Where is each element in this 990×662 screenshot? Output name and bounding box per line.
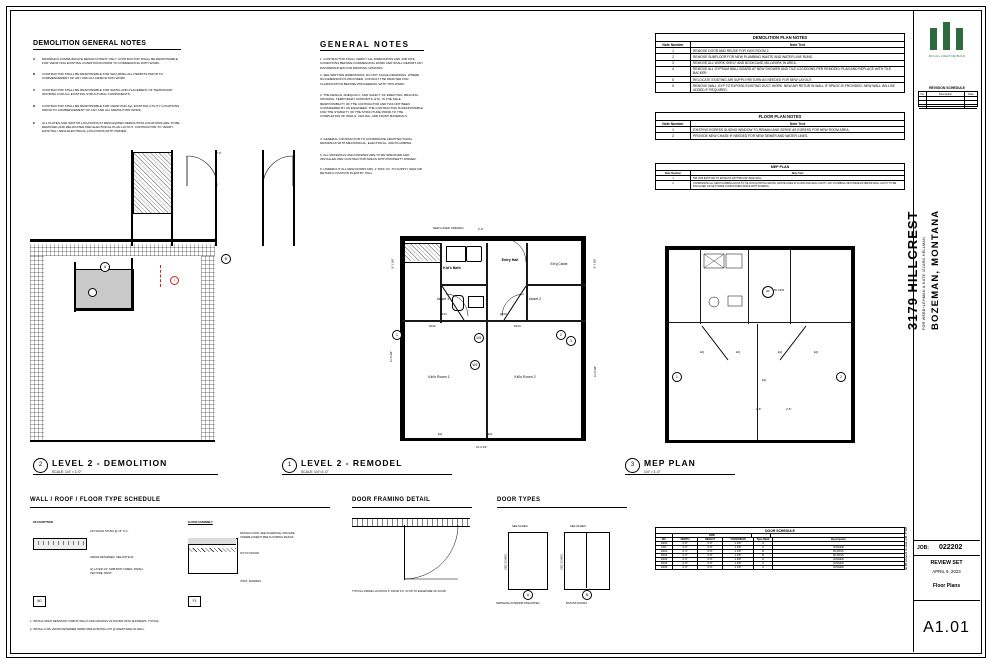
demolition-note xyxy=(33,88,185,96)
mep-angled-walls xyxy=(700,324,810,364)
wall-schedule-general-note: 2. INSTALL 6 MIL VAPOR RETARDER WARM SIDE EXISTING GYP @ WARM SIDE OF WALL. xyxy=(30,628,145,631)
table-row: D103 2'-0" 6'-8" 1 1/8" B BI-PASS xyxy=(656,554,904,558)
general-note: 1. CONTRACTOR SHALL VERIFY ALL DIMENSIONS AND JOB SITE CONDITIONS BEFORE COMMENCING WORK AND SHALL REPORT ANY DISCREPANCIES FOR DRAWING UPDATES. xyxy=(320,57,423,70)
table-row xyxy=(656,67,904,77)
cell-number: 4 xyxy=(656,67,691,76)
demo-upper-wall xyxy=(262,150,264,246)
demo-door-swing xyxy=(260,155,294,189)
demo-note-tag: 1 xyxy=(170,276,179,285)
mep-note-tag: 1 xyxy=(672,372,682,382)
cell-text: REMOVE SUBFLOOR FOR NEW PLUMBING WASTE AND WATER LINE RUNS. xyxy=(693,54,814,59)
room-label: Ext'g Closet xyxy=(550,262,568,266)
note-text: ALL PLATES AND SWITCH LOCATIONS AT DESIGNATED DEMOLITION LOCATIONS ARE TO BE REMOVED AND RELOCATED PER ELECTRICAL PLAN LAYOUT. CONTRACTOR TO VERIFY EXISTING / NEW ELECTRICAL LOCATIONS WITH OWNER. xyxy=(42,121,180,134)
demo-wall-left xyxy=(30,256,44,441)
door-schedule-table xyxy=(655,527,905,570)
cell-text: PROVIDE NEW CHASE IF NEEDED FOR NEW SEWER AND WATER LINES. xyxy=(693,133,809,138)
demolition-note xyxy=(33,72,185,80)
detail-tag: 1 xyxy=(392,330,402,340)
note-letter: B xyxy=(33,72,36,76)
project-title: 3179 HILLCREST xyxy=(905,210,920,330)
header-note-text: Note Text xyxy=(789,42,806,47)
door-schedule-title: DOOR SCHEDULE xyxy=(656,528,904,534)
shower-fixture xyxy=(466,246,482,262)
detail-tag: 3 xyxy=(566,336,576,346)
remodel-partition xyxy=(526,284,586,286)
general-note: 2. SEE WRITTEN DIMENSIONS. DO NOT SCALE DRAWINGS. WHERE NO DIMENSION IS PROVIDED, CONSULT THE DRAFTER FOR CLARIFICATION BEFORE PROCEEDING WITH THIS WORK. xyxy=(320,73,420,86)
floor-plan-notes-table xyxy=(655,112,905,140)
group-blank xyxy=(771,534,904,537)
header-note-number: Note Number xyxy=(656,121,691,126)
header-date: Date xyxy=(968,92,974,96)
remodel-partition xyxy=(486,322,488,438)
table-row: D105 2'-8" 6'-8" 1 3/8" A HINGED xyxy=(656,562,904,566)
door-type-a-side-dim: SEE SCHED. xyxy=(504,553,508,570)
demo-partition xyxy=(74,262,76,312)
project-owner: FOR WEBB+LEHMAN & KATE IZZARD-HELLMAN xyxy=(922,236,926,330)
note-letter: C xyxy=(33,88,36,92)
floor-finish-layer xyxy=(188,538,236,545)
company-logo xyxy=(918,22,976,58)
remodel-hatch-outline xyxy=(402,243,442,263)
header-height: HEIGHT xyxy=(698,538,723,541)
wall-type-tag: W2 xyxy=(470,360,480,370)
header-no: NO. xyxy=(656,538,673,541)
demo-partition xyxy=(131,258,133,310)
partition-label: 2X4 PARTITION xyxy=(33,521,53,524)
general-note: 5. ALL MATERIALS AND FINISHES ARE TO BE SPECIFIED AND INSTALLED PER CONTRACTOR SPECS WITH PROPERTY OWNER. xyxy=(320,153,417,162)
cell-text: REMOVE ALL WORK SHELF AND BOOKCASE MILLWORK IN AREA. xyxy=(693,61,797,66)
cell-number: 2 xyxy=(656,181,691,188)
group-blank xyxy=(752,534,771,537)
issue-set: REVIEW SET xyxy=(930,560,963,566)
general-note: 6. UNDERCUT ALL NEW DOORS MIN. 1" DIFF V.F. TO SUPPLY NEW AIR RETURN LOCATION IN ENTRY HALL. xyxy=(320,167,422,176)
door-type-b-mark: B xyxy=(582,590,592,600)
cell-text: 50B CFM BATH FAN TO EXHAUST AIR THROUGH SIDE WALL. xyxy=(693,176,763,180)
bathtub-fixture xyxy=(446,246,466,262)
table-row xyxy=(656,133,904,138)
plan-rule-2 xyxy=(33,474,218,475)
door-types-title: DOOR TYPES xyxy=(497,497,541,503)
exhaust-fan-symbol: EF xyxy=(762,286,774,298)
mep-note-tag: 2 xyxy=(836,372,846,382)
cell-number: 1 xyxy=(656,176,691,180)
demolition-notes-title: DEMOLITION GENERAL NOTES xyxy=(33,40,147,47)
cell-number: 2 xyxy=(656,54,691,59)
remodel-wall-right xyxy=(581,241,586,441)
floor-note: 3/4" PLYWOOD xyxy=(240,552,259,555)
note-letter: E xyxy=(33,121,36,125)
cell-text: REMOVE DOOR AND REUSE FOR KIDS ROOM 2. xyxy=(693,48,770,53)
table-row: D01 2'-6" 6'-8" 1 3/8" A HINGED xyxy=(656,546,904,550)
door-type-a-mark: A xyxy=(523,590,533,600)
cell-number: 6 xyxy=(656,83,691,92)
floor-note: FINISH FLOOR, SEE SCHEDULE, PROVIDE UNDERLAYMENT PER FLOORING MANUF. xyxy=(240,532,295,539)
door-framing-rule xyxy=(352,507,472,508)
table-row xyxy=(656,181,904,188)
remodel-wall-left xyxy=(400,241,405,441)
demo-partition xyxy=(74,308,133,310)
table-title: DEMOLITION PLAN NOTES xyxy=(656,34,904,42)
header-note-text: Note Text xyxy=(789,121,806,126)
wall-schedule-rule xyxy=(30,507,330,508)
table-row xyxy=(656,83,904,92)
mep-partition xyxy=(790,250,791,324)
demo-tag-a: A xyxy=(100,262,110,272)
plan-title-1: LEVEL 2 - REMODEL xyxy=(301,458,403,468)
floor-plywood-layer xyxy=(188,548,236,552)
general-note: 3. THE DESIGN, ADEQUACY, AND SAFETY OF ERECTING, BRACING, SHORING, TEMPORARY SUPPORTS, ETC. IS THE SOLE RESPONSIBILITY OF THE CONTRACTOR AND HAS NOT BEEN CONSIDERED BY AN ENGINEER. THE CONTRACTOR IS RESPONSIBLE FOR THE STABILITY OF THE STRUCTURE PRIOR TO THE COMPLETION OF WALLS, CEILING, AND FINISH MATERIALS. xyxy=(320,93,423,119)
partition-note: 2X4 WOOD STUDS @ 16" O.C. xyxy=(90,530,129,533)
note-text: DRAWINGS COMMUNICATE DESIGN INTENT ONLY. CONTRACTOR SHALL BE RESPONSIBLE FOR VERIFYING EXISTING CONDITIONS PRIOR TO COMMENCING WITH WORK. xyxy=(42,57,178,66)
demolition-note xyxy=(33,121,185,134)
angled-walls xyxy=(440,284,530,324)
sheet-number-box xyxy=(913,600,980,653)
table-title: FLOOR PLAN NOTES xyxy=(656,113,904,121)
revision-row xyxy=(919,105,977,109)
cell-text: RELOCATE EXISTING AIR SUPPLY/RETURN AS NEEDED FOR NEW LAYOUT. xyxy=(693,77,813,82)
demo-door-swing xyxy=(186,155,220,189)
note-letter: A xyxy=(33,57,36,61)
plan-rule-1 xyxy=(282,474,452,475)
sheet-number: A1.01 xyxy=(923,619,970,636)
cased-opening-note: NEW CASED OPENING xyxy=(433,226,464,230)
issue-date: APRIL 9, 2023 xyxy=(932,569,961,574)
plan-title-2: LEVEL 2 - DEMOLITION xyxy=(52,458,168,468)
door-type-a-graphic xyxy=(508,532,548,590)
mep-fixtures xyxy=(700,250,752,325)
header-type-mark: Type Mark xyxy=(754,538,773,541)
table-row: D200 2'-8" 6'-8" 1 3/8" A xyxy=(656,542,904,546)
revision-schedule-table xyxy=(918,91,978,107)
header-note-number: Note Number xyxy=(656,171,691,175)
demo-upper-wall xyxy=(293,150,295,246)
drawing-sheet: DEMOLITION GENERAL NOTES A DRAWINGS COMMUNICATE DESIGN INTENT ONLY. CONTRACTOR SHALL BE RESPONSIBLE FOR VERIFYING EXISTING CONDITIONS PRIOR TO COMMENCING WITH WORK. B CONTRACTOR SHALL BE RESPONSIBLE FOR SECURING ALL PERMITS PRIOR TO COMMENCEMENT OF ANY AND ALL DEMOLITION WORK. C CONTRACTOR SHALL BE RESPONSIBLE FOR SIZING AND PLACEMENT OF TEMPORARY SHORING FOR ALL EXISTING STRUCTURAL COMPONENTS. D CONTRACTOR SHALL BE RESPONSIBLE FOR VERIFYING ALL EXISTING UTILITY LOCATIONS PRIOR TO COMMENCEMENT OF ANY AND ALL DEMOLITION WORK. E ALL PLATES AND SWITCH LOCATIONS AT DESIGNATED DEMOLITION LOCATIONS ARE TO BE REMOVED AND RELOCATED PER ELECTRICAL PLAN LAYOUT. CONTRACTOR TO VERIFY EXISTING / NEW ELECTRICAL LOCATIONS WITH OWNER. GENERAL NOTES 1. CONTRACTOR SHALL VERIFY ALL DIMENSIONS AND JOB SITE CONDITIONS BEFORE COMMENCING WORK AND SHALL REPORT ANY DISCREPANCIES FOR DRAWING UPDATES. 2. SEE WRITTEN DIMENSIONS. DO NOT SCALE DRAWINGS. WHERE NO DIMENSION IS PROVIDED, CONSULT THE DRAFTER FOR CLARIFICATION BEFORE PROCEEDING WITH THIS WORK. 3. THE DESIGN, ADEQUACY, AND SAFETY OF ERECTING, BRACING, SHORING, TEMPORARY SUPPORTS, ETC. IS THE SOLE RESPONSIBILITY OF THE CONTRACTOR AND HAS NOT BEEN CONSIDERED BY AN ENGINEER. THE CONTRACTOR IS RESPONSIBLE FOR THE STABILITY OF THE STRUCTURE PRIOR TO THE COMPLETION OF WALLS, CEILING, AND FINISH MATERIALS. 4. GENERAL CONTRACTOR TO COORDINATE ARCHITECTURAL DRAWINGS WITH MECHANICAL, ELECTRICAL, AND PLUMBING. 5. ALL MATERIALS AND FINISHES ARE TO BE SPECIFIED AND INSTALLED PER CONTRACTOR SPECS WITH PROPERTY OWNER. 6. UNDERCUT ALL NEW DOORS MIN. 1" DIFF V.F. TO SUPPLY NEW AIR RETURN LOCATION IN ENTRY HALL. DEMOLITION PLAN NOTES Note Number Note Text 1 REMOVE DOOR AND REUSE FOR KIDS ROOM 2. 2 REMOVE SUBFLOOR FOR NEW PLUMBING WASTE AND WATER LINE RUNS. 3 REMOVE ALL WORK SHELF AND BOOKCASE MILLWORK IN AREA. 4 REMOVE ALL GYPSUM WALL BOARD AT NEW SHOWER AND TILE LOCATIONS PER REMODEL PLAN AND REPLACE WITH TILE BACKER. 5 RELOCATE EXISTING AIR SUPPLY/RETURN AS NEEDED FOR NEW LAYOUT. 6 REMOVE WALL GYP TO EXPOSE EXISTING DUCT WORK. NEW AIR RETUR IN WALL IF SPACE IS PROVIDED. NEW WALL WILL BE ADDED IF REQUIRED. FLOOR PLAN NOTES Note Number Note Text 1 EXISTING EGRESS SLIDING WINDOW TO REMAIN AND SERVE AS EGRESS FOR NEW ROOM AREA. 2 PROVIDE NEW CHASE IF NEEDED FOR NEW SEWER AND WATER LINES. MEP PLAN Note Number Note Text 1 50B CFM BATH FAN TO EXHAUST AIR THROUGH SIDE WALL. 2 COORDINATE ALL NEW PLUMBING RUNS TO TIE INTO EXISTING WASTE, WASTE LINES IN FLOOR AND WALL CAVITY. ANY PLUMBING SET INSIDE EXTERIOR WALL CAVITY TO BE INSULATED OR SET INSIDE CONDITIONED SPACE WITH FURRING. 1 A B 2'-0" 2 LEVEL 2 - DEMOLITION SCALE: 1/4" = 1'-0" Kid's Bath Entry Hall closet 1 closet 2 Kid's Room 1 Kid's Room 2 Ext'g Closet NEW CASED OPENING W1 W2 1 2 3 D102 D103 D104 D105 EQ EQ 8'-1 3/8" 11'-6 3/8" 8'-1 3/8" 11'-6 3/8" 10'-2 3/4" 2'-0" 1 LEVEL 2 - REMODEL SCALE: 1/4"=1'-0" EF 50 CFM EQ EQ EQ EQ EQ 2'-8" 2'-8" 1 2 3 MEP PLAN 1/4" = 1'-0" WALL / ROOF / FLOOR TYPE SCHEDULE 2X4 PARTITION 2X4 WOOD STUDS @ 16" O.C. VAPOR RETARDER, SEE NOTE #2 (2) LAYER 1/2" GWB BOTH SIDES, FINISH, TEXTURE, PAINT W1 FLOOR ASSEMBLY FINISH FLOOR, SEE SCHEDULE, PROVIDE UNDERLAYMENT PER FLOORING MANUF. 3/4" PLYWOOD JOIST, FRAMING F1 1. INSTALL MOLD RESISTANT GWB AT WALLS AND CEILINGS OF ROOMS WITH SHOWER/S, TYPICAL. 2. INSTALL 6 MIL VAPOR RETARDER WARM SIDE EXISTING GYP @ WARM SIDE OF WALL. DOOR FRAMING DETAIL TYPICAL INSIDE LOCATION 6" FROM F.O. STUD TO EDGE/SIDE OF DOOR DOOR TYPES SEE SCHED. SEE SCHED. A SWINGING INTERIOR PRE RATED SEE SCHED. SEE SCHED. B BI-PASS DOORS DOOR SCHEDULE SIZE NO. WIDTH HEIGHT THICKNESS Type Mark Description D200 2'-8" 6'-8" 1 3/8" A D01 2'-6" 6'-8" 1 3/8" A HINGED D102 2'-4" 6'-8" 1 1/8" B BI-PASS D103 2'-0" 6'-8" 1 1/8" B BI-PASS D104 2'-6" 6'-8" 1 3/8" A HINGED D105 2'-8" 6'-8" 1 3/8" A HINGED D106 2'-0" 6'-8" 1 1/8" A HINGED MCCALL CREATIVE BUILD REVISION SCHEDULE No. Description Date 3179 HILLCREST BOZEMAN, MONTANA FOR WEBB+LEHMAN & KATE IZZARD-HELLMAN 4/9/2023 4:33:26 PM JOB: 022202 REVIEW SET APRIL 9, 2023 Floor Plans A1.01 xyxy=(0,0,990,662)
door-type-b-side-dim: SEE SCHED. xyxy=(560,553,564,570)
demo-upper-wall xyxy=(171,150,173,246)
cell-number: 3 xyxy=(656,61,691,66)
door-type-a-caption: SWINGING INTERIOR PRE RATED xyxy=(496,602,540,605)
demolition-notes-rule xyxy=(33,49,181,50)
table-title: MEP PLAN xyxy=(656,164,904,171)
mep-wall-left xyxy=(665,250,669,442)
wall-schedule-general-note: 1. INSTALL MOLD RESISTANT GWB AT WALLS AND CEILINGS OF ROOMS WITH SHOWER/S, TYPICAL. xyxy=(30,620,160,623)
header-note-text: Note Text xyxy=(791,171,804,175)
header-description: Description xyxy=(831,538,846,541)
header-description: Description xyxy=(927,92,965,96)
cell-number: 5 xyxy=(656,77,691,82)
partition-stud-hatch xyxy=(33,541,85,545)
plan-scale-3: 1/4" = 1'-0" xyxy=(644,470,661,474)
demolition-plan-notes-table xyxy=(655,33,905,93)
wall-schedule-title: WALL / ROOF / FLOOR TYPE SCHEDULE xyxy=(30,497,161,503)
group-blank xyxy=(656,534,673,537)
sheet-name: Floor Plans xyxy=(932,583,961,589)
door-type-b-header-dim: SEE SCHED. xyxy=(570,525,587,528)
header-width: WIDTH xyxy=(673,538,698,541)
plan-scale-1: SCALE: 1/4"=1'-0" xyxy=(301,470,329,474)
door-framing-title: DOOR FRAMING DETAIL xyxy=(352,497,431,503)
wall-type-tag: W1 xyxy=(474,333,484,343)
note-text: CONTRACTOR SHALL BE RESPONSIBLE FOR VERIFYING ALL EXISTING UTILITY LOCATIONS PRIOR TO COMMENCEMENT OF ANY AND ALL DEMOLITION WORK. xyxy=(42,104,180,113)
plan-key-2: 2 xyxy=(33,458,48,473)
plan-title-3: MEP PLAN xyxy=(644,458,696,468)
header-no: No. xyxy=(919,92,927,96)
header-thickness: THICKNESS xyxy=(723,538,754,541)
table-row: D106 2'-0" 6'-8" 1 1/8" A HINGED xyxy=(656,566,904,569)
demo-removed-area xyxy=(74,269,134,311)
cell-text: EXISTING EGRESS SLIDING WINDOW TO REMAIN AND SERVE AS EGRESS FOR NEW ROOM AREA. xyxy=(693,127,850,132)
demo-wall-bottom xyxy=(30,440,215,442)
general-notes-title: GENERAL NOTES xyxy=(320,40,410,49)
room-label: Kid's Room 2 xyxy=(514,375,536,379)
plan-scale-2: SCALE: 1/4" = 1'-0" xyxy=(52,470,82,474)
demo-tag-b: B xyxy=(221,254,231,264)
cell-text: REMOVE ALL GYPSUM WALL BOARD AT NEW SHOWER AND TILE LOCATIONS PER REMODEL PLAN AND REPLACE WITH TILE BACKER. xyxy=(693,67,891,76)
revision-schedule-title: REVISION SCHEDULE xyxy=(929,86,965,90)
demolition-note xyxy=(33,57,185,65)
partition-mark: W1 xyxy=(33,596,46,607)
table-row: D102 2'-4" 6'-8" 1 1/8" B BI-PASS xyxy=(656,550,904,554)
cell-number: 2 xyxy=(656,133,691,138)
demo-wall-cap xyxy=(30,239,215,242)
note-letter: D xyxy=(33,104,36,108)
floor-note: JOIST, FRAMING xyxy=(240,580,262,583)
mep-plan-notes-table xyxy=(655,163,905,190)
remodel-wall-top xyxy=(400,236,586,241)
demo-wall-right xyxy=(201,256,215,441)
plan-key-1: 1 xyxy=(282,458,297,473)
mep-wall-top xyxy=(665,246,855,250)
table-row: D104 2'-6" 6'-8" 1 3/8" A HINGED xyxy=(656,558,904,562)
door-type-b-graphic xyxy=(564,532,610,590)
group-size: SIZE xyxy=(673,534,752,537)
general-notes-rule xyxy=(320,50,424,51)
door-type-b-caption: BI-PASS DOORS xyxy=(566,602,588,605)
room-label: Entry Hall xyxy=(501,258,519,262)
job-label: JOB: xyxy=(917,545,929,551)
cell-number: 1 xyxy=(656,127,691,132)
issue-block xyxy=(913,554,980,589)
project-location: BOZEMAN, MONTANA xyxy=(930,209,941,330)
cell-text: COORDINATE ALL NEW PLUMBING RUNS TO TIE INTO EXISTING WASTE, WASTE LINES IN FLOOR AND WALL CAVITY. ANY PLUMBING SET INSIDE EXTERIOR WALL CAVITY TO BE INSULATED OR SET INSIDE CONDITIONED SPACE WITH FURRING. xyxy=(693,181,897,188)
remodel-wall-bottom xyxy=(400,438,586,441)
demo-dashed-marker xyxy=(160,265,161,287)
note-text: CONTRACTOR SHALL BE RESPONSIBLE FOR SIZING AND PLACEMENT OF TEMPORARY SHORING FOR ALL EXISTING STRUCTURAL COMPONENTS. xyxy=(42,88,173,97)
mep-wall-bottom xyxy=(665,440,855,443)
floor-assembly-label: FLOOR ASSEMBLY xyxy=(188,521,213,524)
door-type-a-header-dim: SEE SCHED. xyxy=(512,525,529,528)
room-label: Kid's Room 1 xyxy=(428,375,450,379)
general-note: 4. GENERAL CONTRACTOR TO COORDINATE ARCHITECTURAL DRAWINGS WITH MECHANICAL, ELECTRICAL, AND PLUMBING. xyxy=(320,137,413,146)
floor-mark: F1 xyxy=(188,596,201,607)
logo-text: MCCALL CREATIVE BUILD xyxy=(928,55,966,58)
cell-text: REMOVE WALL GYP TO EXPOSE EXISTING DUCT WORK. NEW AIR RETUR IN WALL IF SPACE IS PROVIDED. NEW WALL WILL BE ADDED IF REQUIRED. xyxy=(693,83,895,92)
partition-note: (2) LAYER 1/2" GWB BOTH SIDES, FINISH, TEXTURE, PAINT xyxy=(90,568,144,575)
detail-tag: 2 xyxy=(556,330,566,340)
cell-number: 1 xyxy=(656,48,691,53)
room-label: closet 2 xyxy=(528,297,542,301)
note-text: CONTRACTOR SHALL BE RESPONSIBLE FOR SECURING ALL PERMITS PRIOR TO COMMENCEMENT OF ANY AND ALL DEMOLITION WORK. xyxy=(42,72,163,81)
plan-key-3: 3 xyxy=(625,458,640,473)
demo-stair-hatch xyxy=(133,152,173,214)
demo-note-tag xyxy=(88,288,97,297)
plan-rule-3 xyxy=(625,474,735,475)
plot-date: 4/9/2023 4:33:26 PM xyxy=(903,527,908,570)
room-label: Kid's Bath xyxy=(443,266,461,270)
door-type-b-divider xyxy=(586,532,587,588)
room-label: closet 1 xyxy=(436,297,450,301)
partition-note: VAPOR RETARDER, SEE NOTE #2 xyxy=(90,556,134,559)
demolition-note xyxy=(33,104,185,112)
mep-wall-right xyxy=(851,250,855,442)
header-note-number: Note Number xyxy=(656,42,691,47)
door-types-rule xyxy=(497,507,627,508)
demo-wall-top xyxy=(30,244,215,256)
door-framing-note: TYPICAL INSIDE LOCATION 6" FROM F.O. STUD TO EDGE/SIDE OF DOOR xyxy=(352,590,446,593)
job-number: 022202 xyxy=(939,544,963,551)
framing-door-swing xyxy=(404,525,460,581)
